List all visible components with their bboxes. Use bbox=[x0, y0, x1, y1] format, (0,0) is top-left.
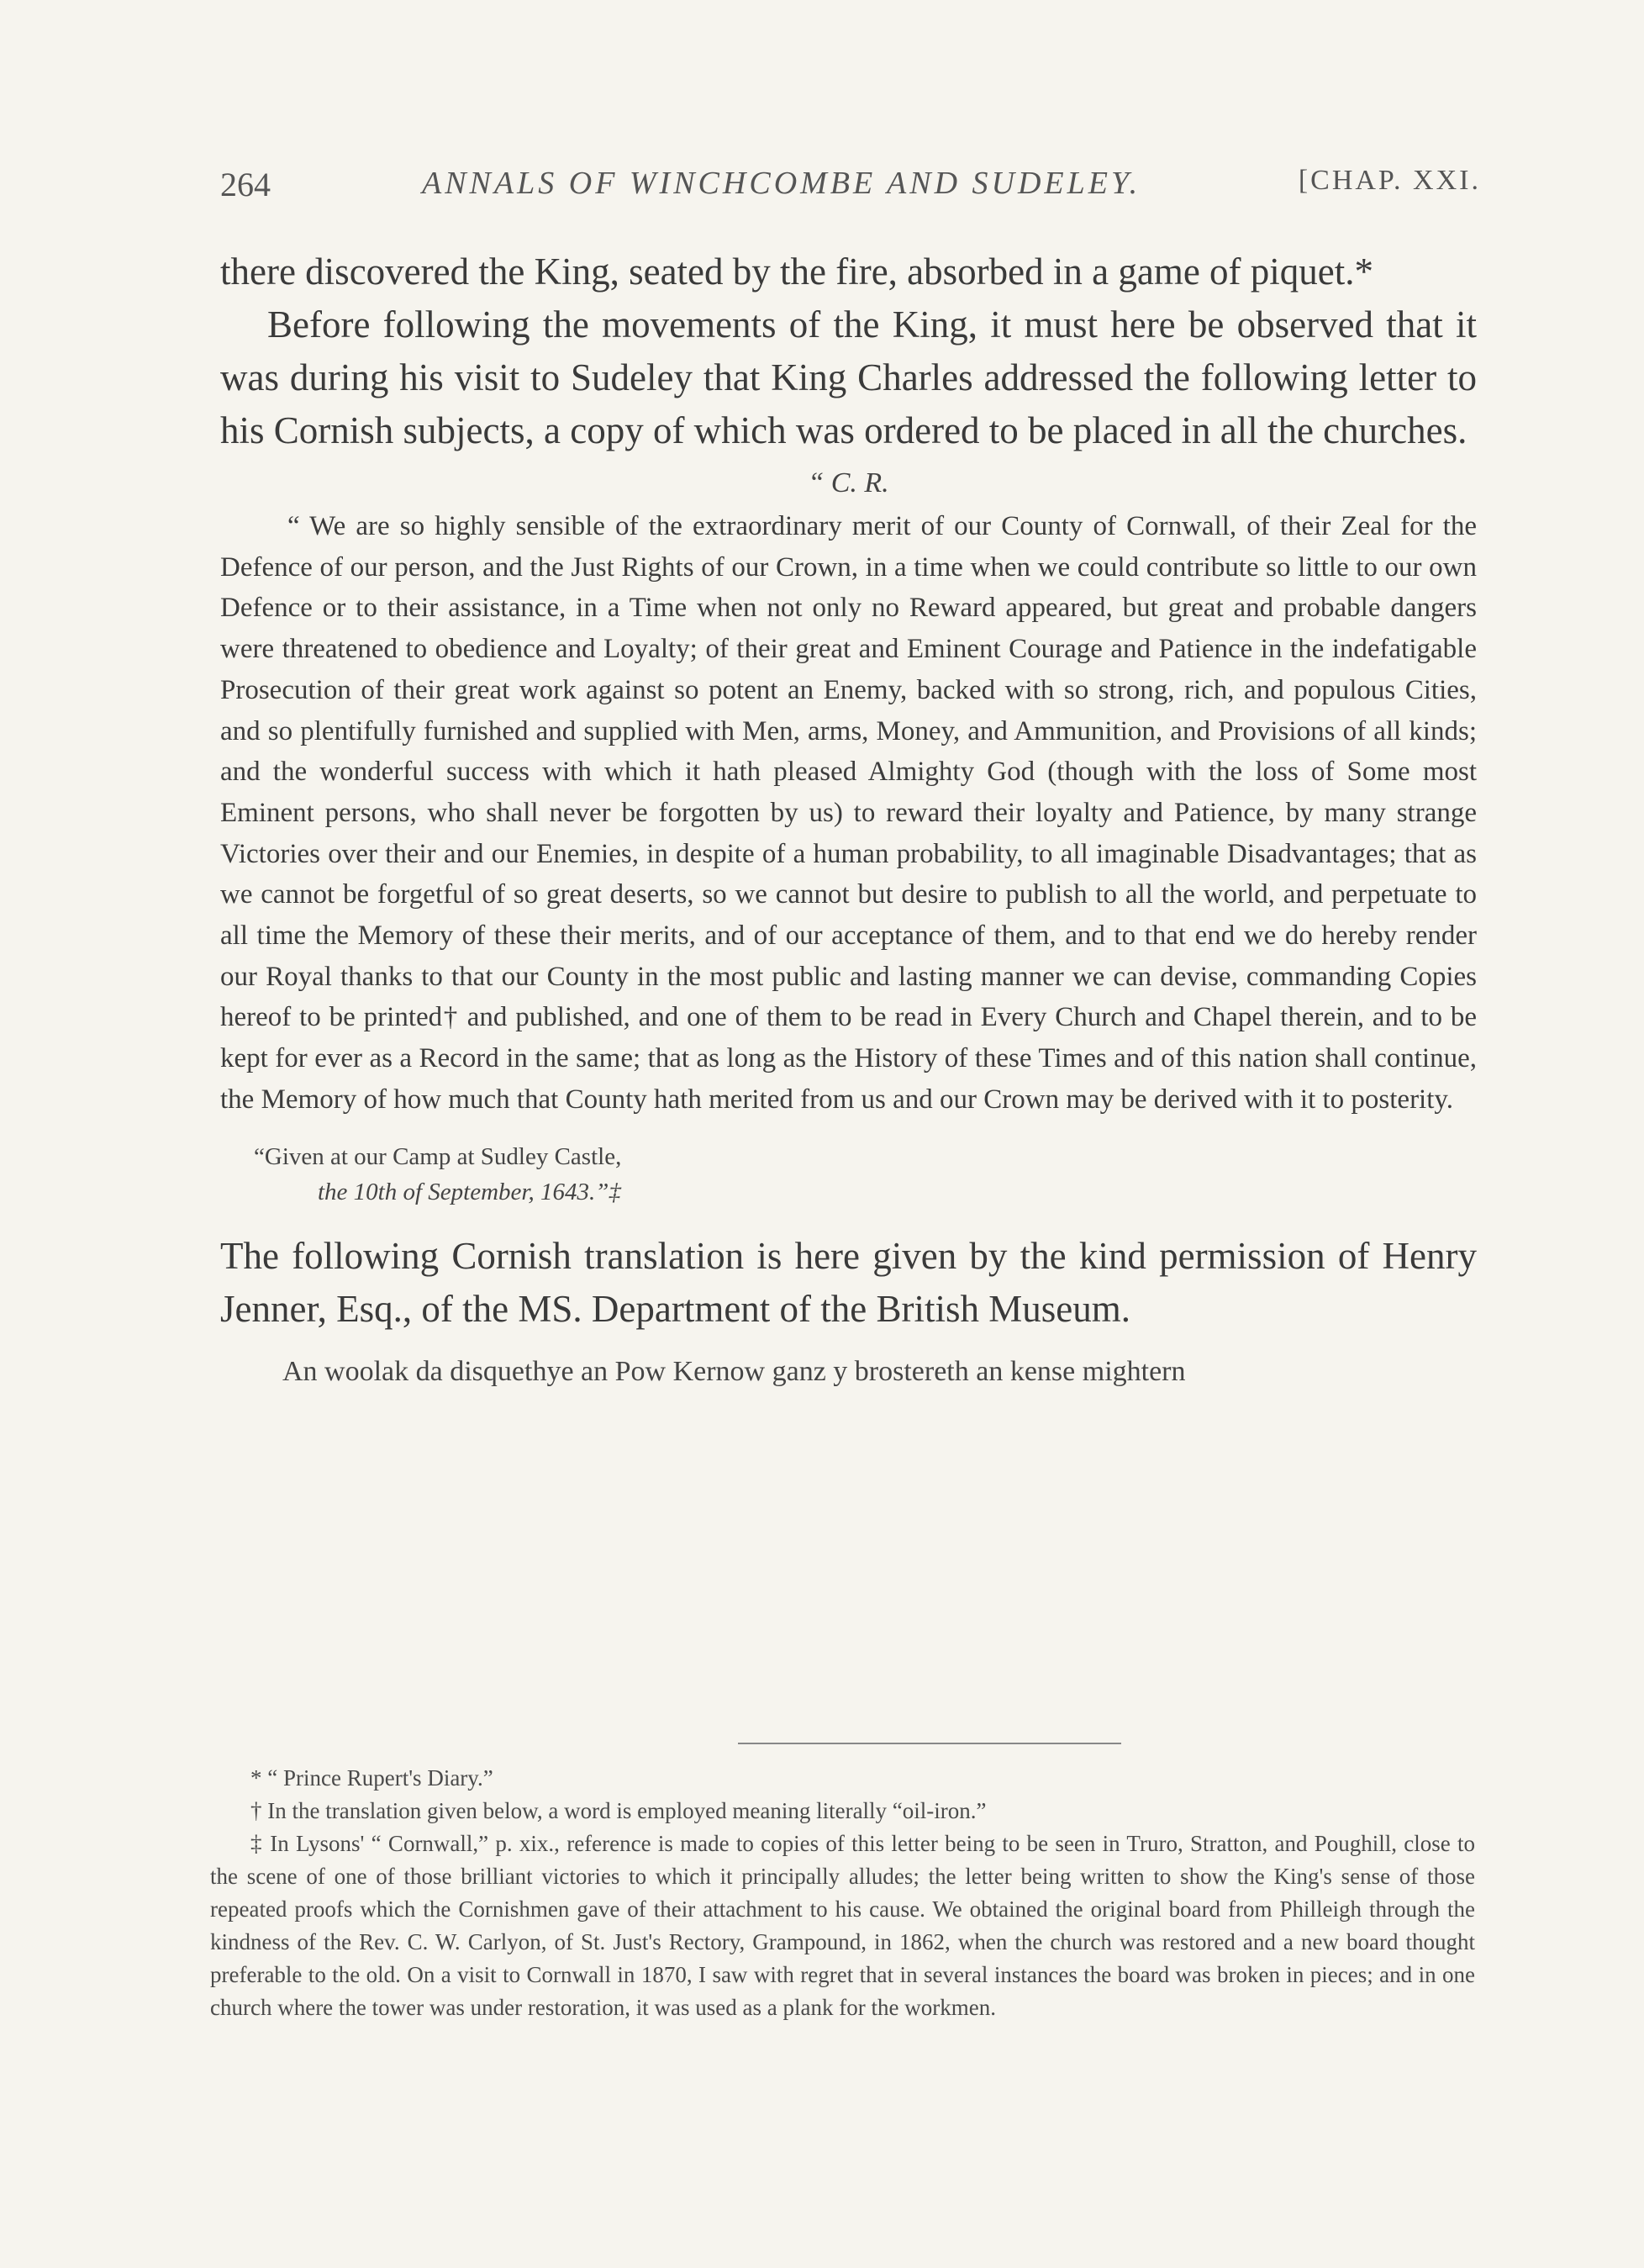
running-title: ANNALS OF WINCHCOMBE AND SUDELEY. bbox=[422, 166, 1141, 201]
letter-signoff bbox=[220, 1139, 1477, 1210]
footnote-2: † In the translation given below, a word is employed meaning literally “oil-iron.” bbox=[250, 1798, 987, 1823]
paragraph-1: there discovered the King, seated by the fire, absorbed in a game of piquet.* bbox=[220, 251, 1374, 293]
running-header bbox=[220, 165, 1481, 207]
letter-heading: “ C. R. bbox=[808, 467, 889, 498]
footnote-1: * “ Prince Rupert's Diary.” bbox=[250, 1765, 493, 1791]
footnote-3: ‡ In Lysons' “ Cornwall,” p. xix., reference is made to copies of this letter being to be seen in Truro, Stratton, and Poughill, close to the scene of one of those brilliant victories to which it principally alludes; the letter being written to show the King's sense of those repeated proofs which the Cornishmen gave of their attachment to his cause. We obtained the original board from Philleigh through the kindness of the Rev. C. W. Carlyon, of St. Just's Rectory, Grampound, in 1862, when the church was restored and a new board thought preferable to the old. On a visit to Cornwall in 1870, I saw with regret that in several instances the board was broken in pieces; and in one church where the tower was under restoration, it was used as a plank for the workmen. bbox=[210, 1831, 1475, 2020]
signoff-line-1: “Given at our Camp at Sudley Castle, bbox=[254, 1142, 622, 1170]
cornish-text: An woolak da disquethye an Pow Kernow ganz y brostereth an kense mightern bbox=[282, 1355, 1186, 1387]
paragraph-2: Before following the movements of the King, it must here be observed that it was during his visit to Sudeley that King Charles addressed the following letter to his Cornish subjects, a copy of which was ordered to be placed in all the churches. bbox=[220, 303, 1477, 451]
footnotes bbox=[210, 1762, 1475, 2024]
signoff-line-2: the 10th of September, 1643.”‡ bbox=[318, 1178, 621, 1205]
chapter-label: [CHAP. XXI. bbox=[1298, 165, 1481, 196]
translation-note: The following Cornish translation is here given by the kind permission of Henry Jenner, Esq., of the MS. Department of the British Museum. bbox=[220, 1234, 1477, 1330]
letter-text: “ We are so highly sensible of the extraordinary merit of our County of Cornwall, of their Zeal for the Defence of our person, and the Just Rights of our Crown, in a time when we could contribute so little to our own Defence or to their assistance, in a Time when not only no Reward appeared, but great and probable dangers were threatened to obedience and Loyalty; of their great and Eminent Courage and Patience in the indefatigable Prosecution of their great work against so potent an Enemy, backed with so strong, rich, and populous Cities, and so plentifully furnished and supplied with Men, arms, Money, and Ammunition, and Provisions of all kinds; and the wonderful success with which it hath pleased Almighty God (though with the loss of Some most Eminent persons, who shall never be forgotten by us) to reward their loyalty and Patience, by many strange Victories over their and our Enemies, in despite of a human probability, to all imaginable Disadvantages; that as we cannot be forgetful of so great deserts, so we cannot but desire to publish to all the world, and perpetuate to all time the Memory of these their merits, and of our acceptance of them, and to that end we do hereby render our Royal thanks to that our County in the most public and lasting manner we can devise, commanding Copies hereof to be printed† and published, and one of them to be read in Every Church and Chapel therein, and to be kept for ever as a Record in the same; that as long as the History of these Times and of this nation shall continue, the Memory of how much that County hath merited from us and our Crown may be derived with it to posterity. bbox=[220, 511, 1477, 1115]
page-body bbox=[220, 245, 1477, 1393]
page-number: 264 bbox=[220, 166, 271, 203]
footnote-divider bbox=[738, 1743, 1121, 1744]
